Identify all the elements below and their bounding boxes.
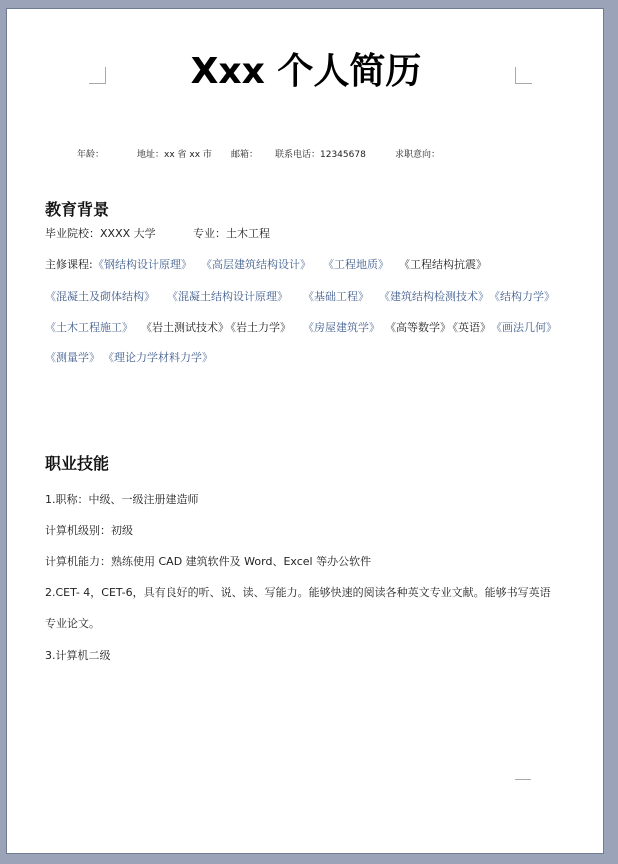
skill-line: 专业论文。: [45, 617, 100, 630]
course-item: 《画法几何》: [491, 321, 557, 334]
course-item: 《英语》: [447, 321, 491, 334]
courses-label: 主修课程:: [45, 258, 93, 271]
skill-line: 3.计算机二级: [45, 649, 111, 662]
resume-title: Xxx 个人简历: [190, 51, 422, 92]
school-text: 毕业院校：XXXX 大学: [45, 227, 156, 240]
skills-heading: 职业技能: [45, 454, 110, 473]
course-item: 《钢结构设计原理》: [93, 258, 192, 271]
info-address: 地址：xx 省 xx 市: [137, 150, 212, 160]
course-item: 《土木工程施工》: [45, 321, 133, 334]
skill-line: 计算机能力：熟练使用 CAD 建筑软件及 Word、Excel 等办公软件: [45, 555, 372, 568]
course-item: 《结构力学》: [489, 290, 555, 303]
course-item: 《测量学》: [45, 351, 100, 364]
course-item: 《建筑结构检测技术》: [379, 290, 489, 303]
skill-line: 1.职称：中级、一级注册建造师: [45, 493, 199, 506]
course-item: 《岩土力学》: [225, 321, 291, 334]
info-intent: 求职意向：: [395, 150, 441, 160]
info-email: 邮箱：: [231, 150, 259, 160]
document-page: [6, 8, 604, 854]
course-item: 《基础工程》: [303, 290, 369, 303]
course-item: 《工程地质》: [323, 258, 389, 271]
education-heading: 教育背景: [45, 200, 110, 219]
info-phone: 联系电话：12345678: [275, 150, 366, 160]
major-text: 专业：土木工程: [193, 227, 270, 240]
margin-mark-bottom-right: [515, 779, 531, 780]
skill-line: 计算机级别：初级: [45, 524, 133, 537]
info-age: 年龄：: [77, 150, 105, 160]
course-item: 《高等数学》: [385, 321, 451, 334]
skill-line: 2.CET- 4，CET-6，具有良好的听、说、读、写能力。能够快速的阅读各种英文专业文献。能够书写英语: [45, 586, 551, 599]
course-item: 《混凝土及砌体结构》: [45, 290, 155, 303]
course-item: 《理论力学材料力学》: [103, 351, 213, 364]
course-item: 《高层建筑结构设计》: [201, 258, 311, 271]
course-item: 《岩土测试技术》: [141, 321, 229, 334]
course-item: 《工程结构抗震》: [399, 258, 487, 271]
course-item: 《混凝土结构设计原理》: [167, 290, 288, 303]
course-item: 《房屋建筑学》: [303, 321, 380, 334]
